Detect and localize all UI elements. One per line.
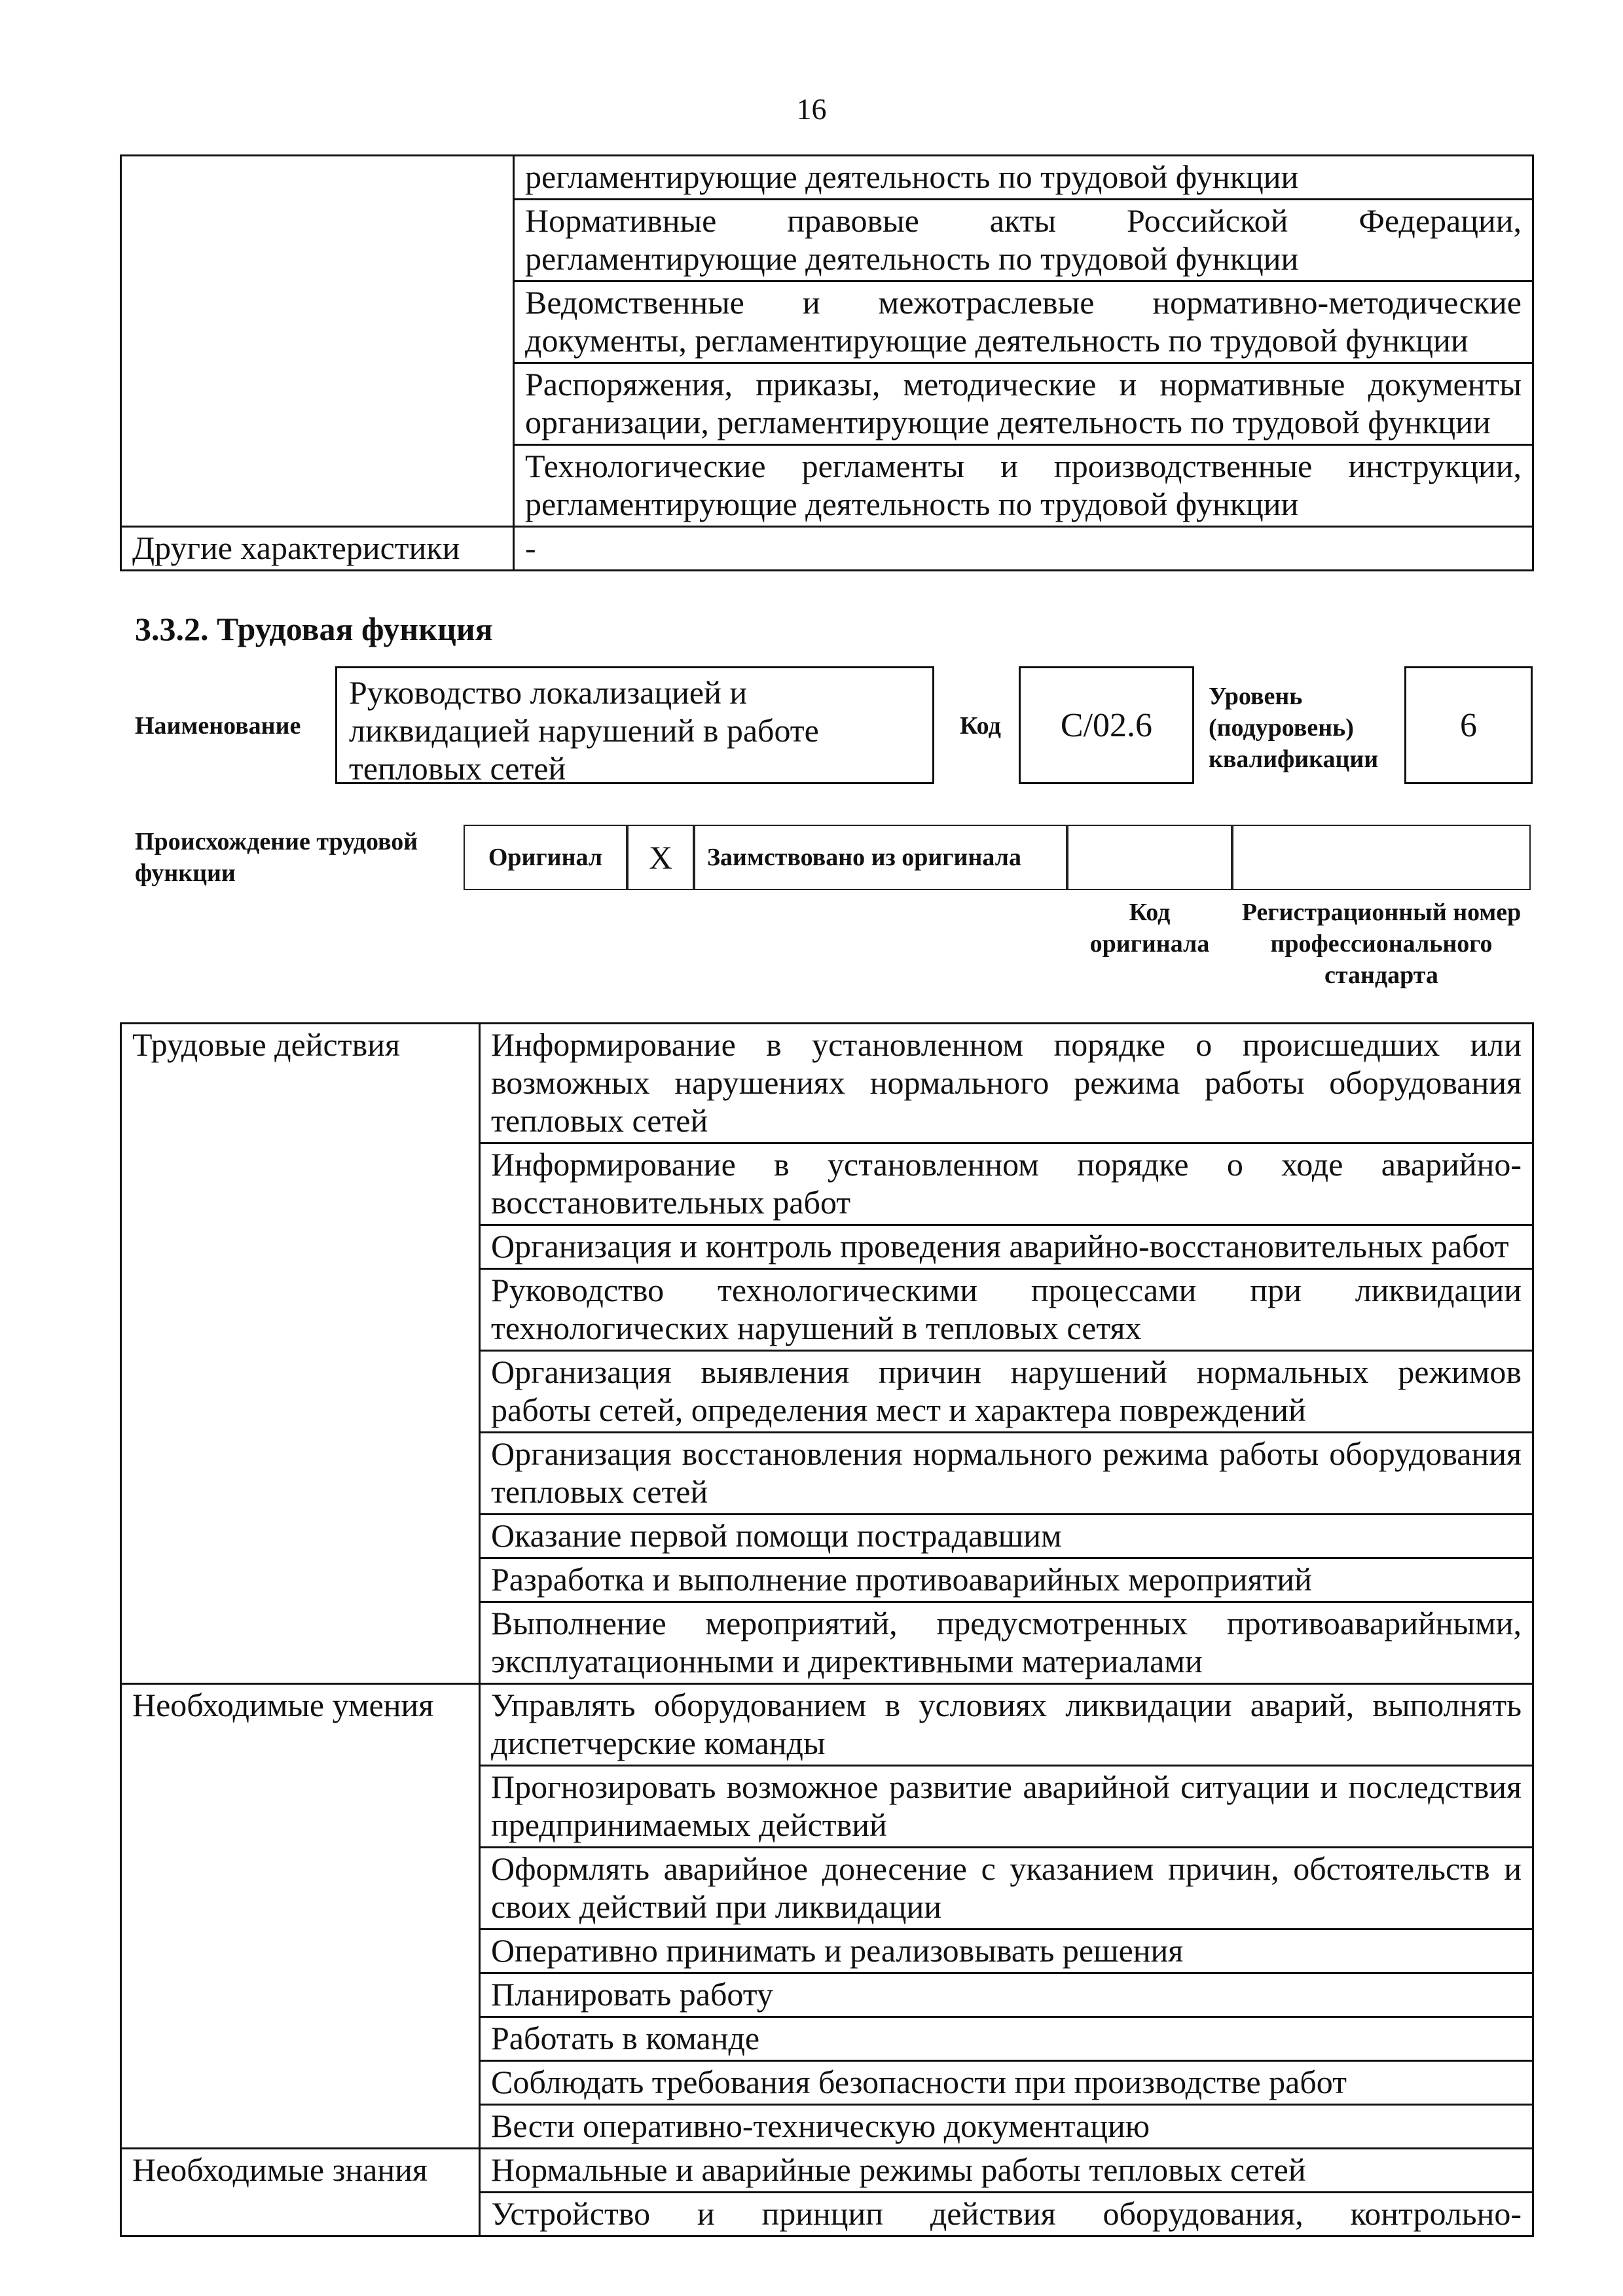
section-title: 3.3.2. Трудовая функция bbox=[135, 611, 493, 647]
table1-row: Распоряжения, приказы, методические и нормативные документы организации, регламентирующие деятельность по трудовой функции bbox=[514, 363, 1533, 445]
qualification-level-label: Уровень (подуровень) квалификации bbox=[1209, 683, 1379, 773]
table1-row: Ведомственные и межотраслевые нормативно-методические документы, регламентирующие деятельность по трудовой функции bbox=[514, 281, 1533, 363]
page-number: 16 bbox=[796, 92, 827, 126]
required-skills-label: Необходимые умения bbox=[121, 1684, 480, 2149]
qualification-level-box: 6 bbox=[1404, 666, 1533, 784]
code-label: Код bbox=[960, 712, 1001, 740]
labor-action-row: Выполнение мероприятий, предусмотренных противоаварийными, эксплуатационными и директивными материалами bbox=[480, 1602, 1533, 1684]
skill-row: Соблюдать требования безопасности при производстве работ bbox=[480, 2061, 1533, 2105]
other-characteristics-value: - bbox=[514, 527, 1533, 571]
table1-row: регламентирующие деятельность по трудовой функции bbox=[514, 156, 1533, 200]
table1-left-cell bbox=[121, 156, 514, 527]
skill-row: Управлять оборудованием в условиях ликвидации аварий, выполнять диспетчерские команды bbox=[480, 1684, 1533, 1766]
original-cell bbox=[464, 825, 627, 890]
function-name-box: Руководство локализацией и ликвидацией нарушений в работе тепловых сетей bbox=[335, 666, 934, 784]
requirements-table-continued bbox=[120, 154, 1534, 571]
labor-action-row: Оказание первой помощи пострадавшим bbox=[480, 1515, 1533, 1558]
labor-action-row: Разработка и выполнение противоаварийных мероприятий bbox=[480, 1558, 1533, 1602]
origin-row bbox=[464, 825, 1531, 890]
knowledge-row: Устройство и принцип действия оборудования, контрольно- bbox=[480, 2193, 1533, 2236]
skill-row: Прогнозировать возможное развитие аварийной ситуации и последствия предпринимаемых действий bbox=[480, 1766, 1533, 1848]
labor-action-row: Руководство технологическими процессами при ликвидации технологических нарушений в тепловых сетях bbox=[480, 1269, 1533, 1351]
registration-number-cell bbox=[1232, 825, 1531, 890]
table1-row: Технологические регламенты и производственные инструкции, регламентирующие деятельность по трудовой функции bbox=[514, 445, 1533, 527]
skill-row: Работать в команде bbox=[480, 2017, 1533, 2061]
borrowed-cell bbox=[694, 825, 1067, 890]
labor-action-row: Организация и контроль проведения аварийно-восстановительных работ bbox=[480, 1225, 1533, 1269]
labor-action-row: Организация выявления причин нарушений нормальных режимов работы сетей, определения мест и характера повреждений bbox=[480, 1351, 1533, 1433]
function-code-box: C/02.6 bbox=[1019, 666, 1194, 784]
table1-row: Нормативные правовые акты Российской Федерации, регламентирующие деятельность по трудовой функции bbox=[514, 200, 1533, 281]
other-characteristics-label: Другие характеристики bbox=[121, 527, 514, 571]
labor-function-table bbox=[120, 1022, 1534, 2237]
skill-row: Оформлять аварийное донесение с указанием причин, обстоятельств и своих действий при ликвидации bbox=[480, 1848, 1533, 1929]
original-code-caption: Код оригинала bbox=[1089, 899, 1210, 958]
skill-row: Оперативно принимать и реализовывать решения bbox=[480, 1929, 1533, 1973]
origin-label: Происхождение трудовой функции bbox=[135, 828, 418, 887]
required-knowledge-label: Необходимые знания bbox=[121, 2149, 480, 2236]
original-label: Оригинал bbox=[488, 844, 603, 871]
name-label: Наименование bbox=[135, 712, 301, 740]
labor-action-row: Информирование в установленном порядке о происшедших или возможных нарушениях нормального режима работы оборудования тепловых сетей bbox=[480, 1024, 1533, 1143]
skill-row: Планировать работу bbox=[480, 1973, 1533, 2017]
knowledge-row: Нормальные и аварийные режимы работы тепловых сетей bbox=[480, 2149, 1533, 2193]
labor-action-row: Информирование в установленном порядке о ходе аварийно-восстановительных работ bbox=[480, 1143, 1533, 1225]
skill-row: Вести оперативно-техническую документацию bbox=[480, 2105, 1533, 2149]
original-mark-cell: X bbox=[627, 825, 694, 890]
registration-number-caption: Регистрационный номер профессионального стандарта bbox=[1241, 899, 1522, 989]
original-code-cell bbox=[1067, 825, 1232, 890]
borrowed-label: Заимствовано из оригинала bbox=[707, 844, 1021, 871]
labor-action-row: Организация восстановления нормального режима работы оборудования тепловых сетей bbox=[480, 1433, 1533, 1515]
labor-actions-label: Трудовые действия bbox=[121, 1024, 480, 1684]
